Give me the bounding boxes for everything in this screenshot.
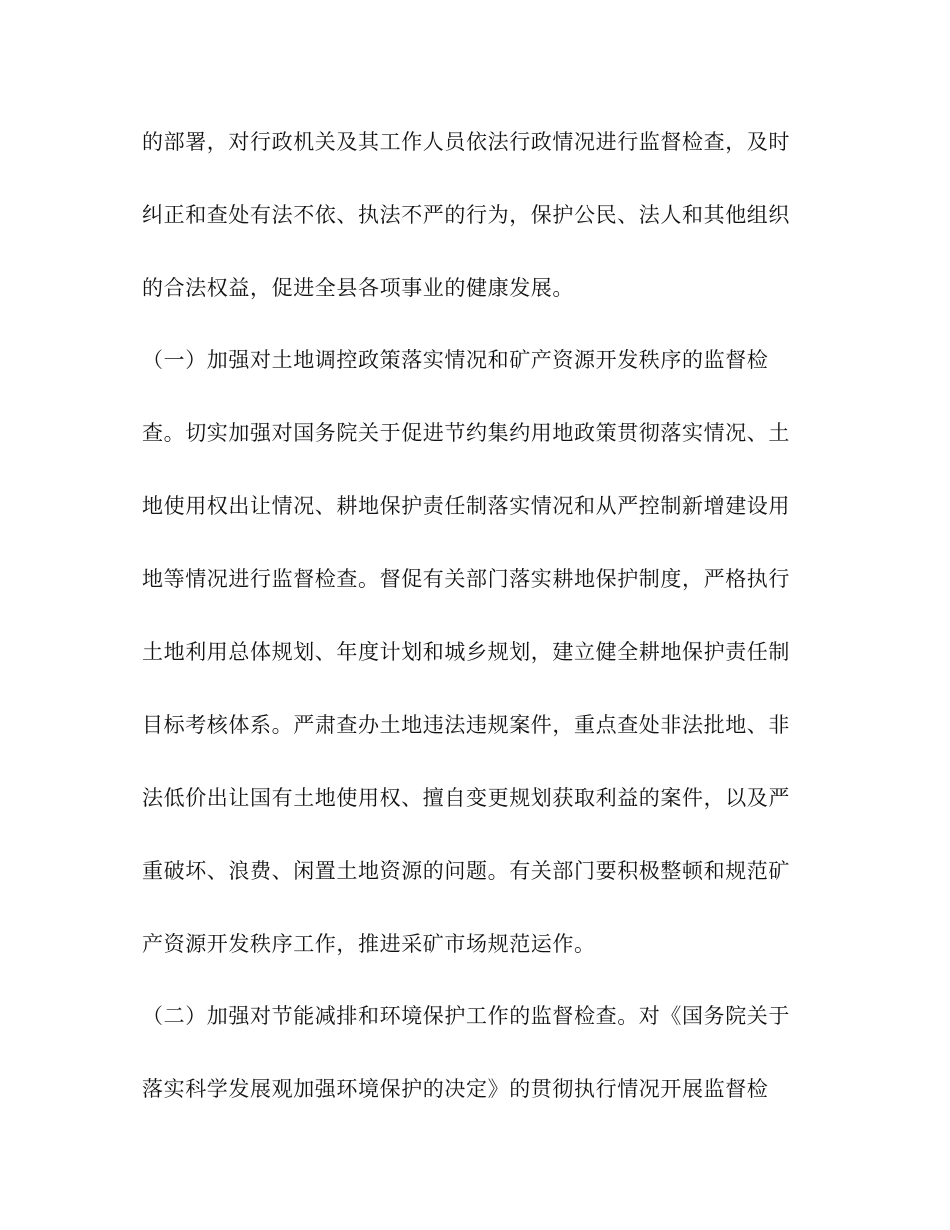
text-line: 落实科学发展观加强环境保护的决定》的贯彻执行情况开展监督检	[142, 1077, 769, 1101]
text-line: 地等情况进行监督检查。督促有关部门落实耕地保护制度，严格执行	[142, 567, 790, 591]
text-line: 地使用权出让情况、耕地保护责任制落实情况和从严控制新增建设用	[142, 494, 790, 518]
text-line: 目标考核体系。严肃查办土地违法违规案件，重点查处非法批地、非	[142, 713, 790, 737]
text-line: 的部署，对行政机关及其工作人员依法行政情况进行监督检查，及时	[142, 130, 790, 154]
text-line: 重破坏、浪费、闲置土地资源的问题。有关部门要积极整顿和规范矿	[142, 859, 790, 883]
text-line: 产资源开发秩序工作，推进采矿市场规范运作。	[142, 932, 596, 956]
section-heading-line: （二）加强对节能减排和环境保护工作的监督检查。对《国务院关于	[142, 1004, 790, 1028]
section-heading-line: （一）加强对土地调控政策落实情况和矿产资源开发秩序的监督检	[142, 348, 769, 372]
text-line: 土地利用总体规划、年度计划和城乡规划，建立健全耕地保护责任制	[142, 640, 790, 664]
text-line: 纠正和查处有法不依、执法不严的行为，保护公民、法人和其他组织	[142, 203, 790, 227]
text-line: 法低价出让国有土地使用权、擅自变更规划获取利益的案件，以及严	[142, 786, 790, 810]
text-line: 的合法权益，促进全县各项事业的健康发展。	[142, 276, 574, 300]
text-line: 查。切实加强对国务院关于促进节约集约用地政策贯彻落实情况、土	[142, 421, 790, 445]
